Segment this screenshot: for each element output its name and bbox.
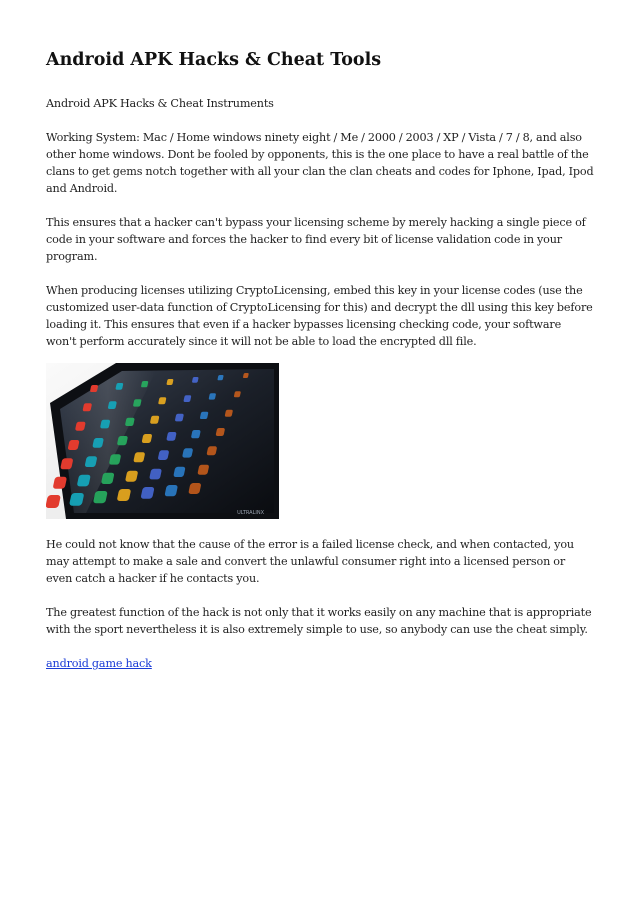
paragraph-4: He could not know that the cause of the error is a failed license check, and when contacted, you may attempt to make a sale and convert the unlawful consumer right into a licensed person or even catch a hacker if he contacts you. bbox=[46, 538, 574, 585]
paragraph-1: Working System: Mac / Home windows ninety eight / Me / 2000 / 2003 / XP / Vista / 7 / 8, and also other home windows. Dont be fooled by opponents, this is the one place to have a real battle of the clans to get gems notch together with all your clan the clan cheats and codes for Iphone, Ipad, Ipod and Android. bbox=[46, 131, 594, 195]
paragraph-5: The greatest function of the hack is not only that it works easily on any machine that is appropriate with the sport nevertheless it is also extremely simple to use, so anybody can use the cheat simply. bbox=[46, 606, 592, 636]
document-page bbox=[46, 47, 594, 672]
tablet-image bbox=[46, 363, 279, 519]
android-game-hack-link[interactable]: android game hack bbox=[46, 657, 152, 670]
tablet-photo bbox=[46, 363, 279, 519]
link-line bbox=[46, 655, 594, 672]
watermark: ULTRALINX bbox=[237, 510, 264, 516]
paragraph-3: When producing licenses utilizing CryptoLicensing, embed this key in your license codes (use the customized user-data function of CryptoLicensing for this) and decrypt the dll using this key before loading it. This ensures that even if a hacker bypasses licensing checking code, your software won't perform accurately since it will not be able to load the encrypted dll file. bbox=[46, 284, 593, 348]
page-title: Android APK Hacks & Cheat Tools bbox=[46, 50, 382, 70]
paragraph-2: This ensures that a hacker can't bypass your licensing scheme by merely hacking a single piece of code in your software and forces the hacker to find every bit of license validation code in your program. bbox=[46, 216, 586, 263]
subtitle: Android APK Hacks & Cheat Instruments bbox=[46, 97, 274, 110]
